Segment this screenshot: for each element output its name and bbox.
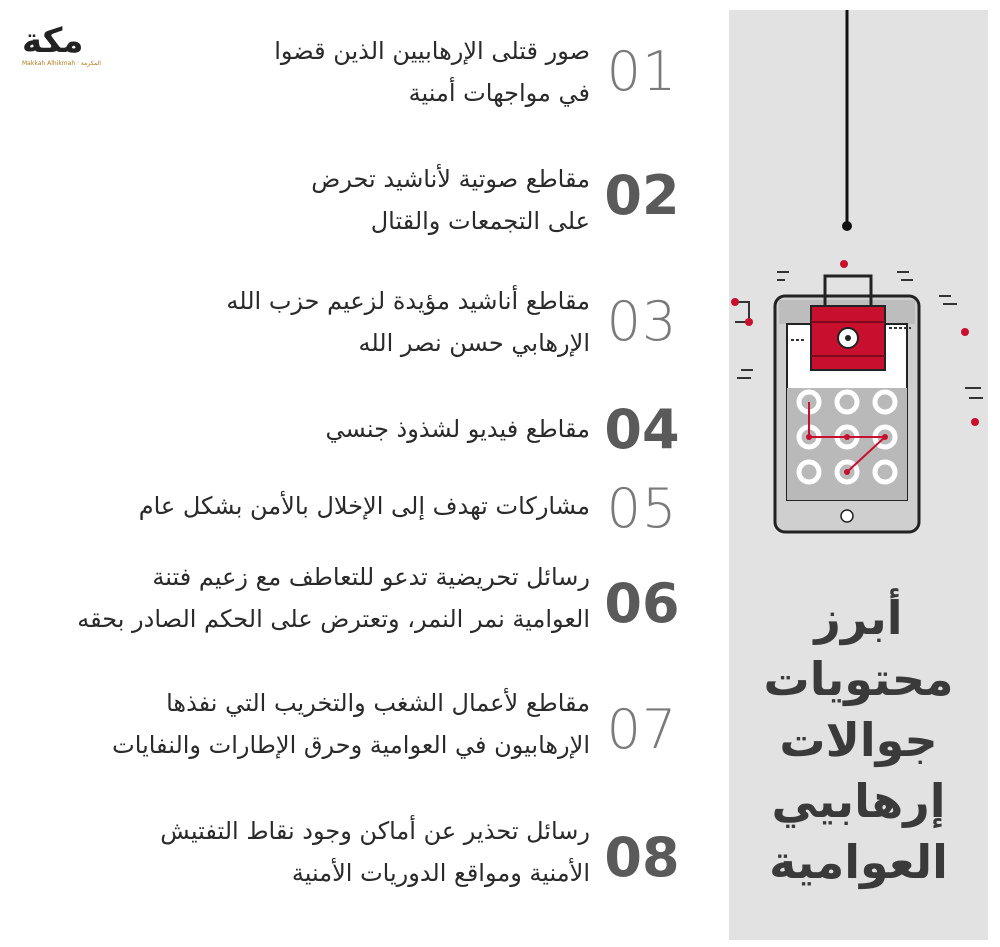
item-text: [0, 556, 590, 640]
item-text: [0, 158, 590, 242]
item-number: 02: [604, 164, 680, 227]
item-line: مقاطع أناشيد مؤيدة لزعيم حزب الله: [226, 287, 590, 315]
item-line: مقاطع صوتية لأناشيد تحرض: [311, 165, 590, 193]
item-number: 01: [606, 40, 678, 103]
logo-mark: مكة: [22, 21, 84, 61]
title-line: أبرز: [814, 591, 903, 645]
item-number: 04: [604, 398, 680, 461]
title-line: العوامية: [769, 835, 948, 889]
title-line: محتويات: [763, 652, 954, 706]
item-line: في مواجهات أمنية: [408, 79, 590, 107]
item-line: رسائل تحذير عن أماكن وجود نقاط التفتيش: [160, 817, 590, 845]
item-line: صور قتلى الإرهابيين الذين قضوا: [274, 37, 590, 65]
item-line: مشاركات تهدف إلى الإخلال بالأمن بشكل عام: [138, 492, 590, 520]
item-line: الإرهابي حسن نصر الله: [358, 329, 590, 357]
item-text: [0, 682, 590, 766]
item-text: [0, 485, 590, 527]
item-number: 03: [606, 290, 678, 353]
phone-lock-pattern-icon: [729, 10, 988, 570]
title-line: إرهابيي: [771, 774, 946, 828]
item-number: 08: [604, 826, 680, 889]
item-line: رسائل تحريضية تدعو للتعاطف مع زعيم فتنة: [152, 563, 590, 591]
item-line: العوامية نمر النمر، وتعترض على الحكم الصادر بحقه: [77, 605, 590, 633]
logo-subtitle: Makkah Alhikmah · المكرمة: [22, 60, 101, 67]
item-line: على التجمعات والقتال: [370, 207, 590, 235]
item-number: 06: [604, 572, 680, 635]
title-line: جوالات: [779, 713, 938, 767]
item-text: [0, 810, 590, 894]
item-line: الإرهابيون في العوامية وحرق الإطارات والنفايات: [112, 731, 590, 759]
item-text: [0, 408, 590, 450]
item-number: 05: [606, 477, 678, 540]
panel-title: [729, 588, 988, 893]
item-text: [0, 280, 590, 364]
item-text: [0, 30, 590, 114]
item-line: مقاطع لأعمال الشغب والتخريب التي نفذها: [166, 689, 590, 717]
item-line: الأمنية ومواقع الدوريات الأمنية: [291, 859, 590, 887]
item-number: 07: [606, 698, 678, 761]
item-line: مقاطع فيديو لشذوذ جنسي: [325, 415, 590, 443]
